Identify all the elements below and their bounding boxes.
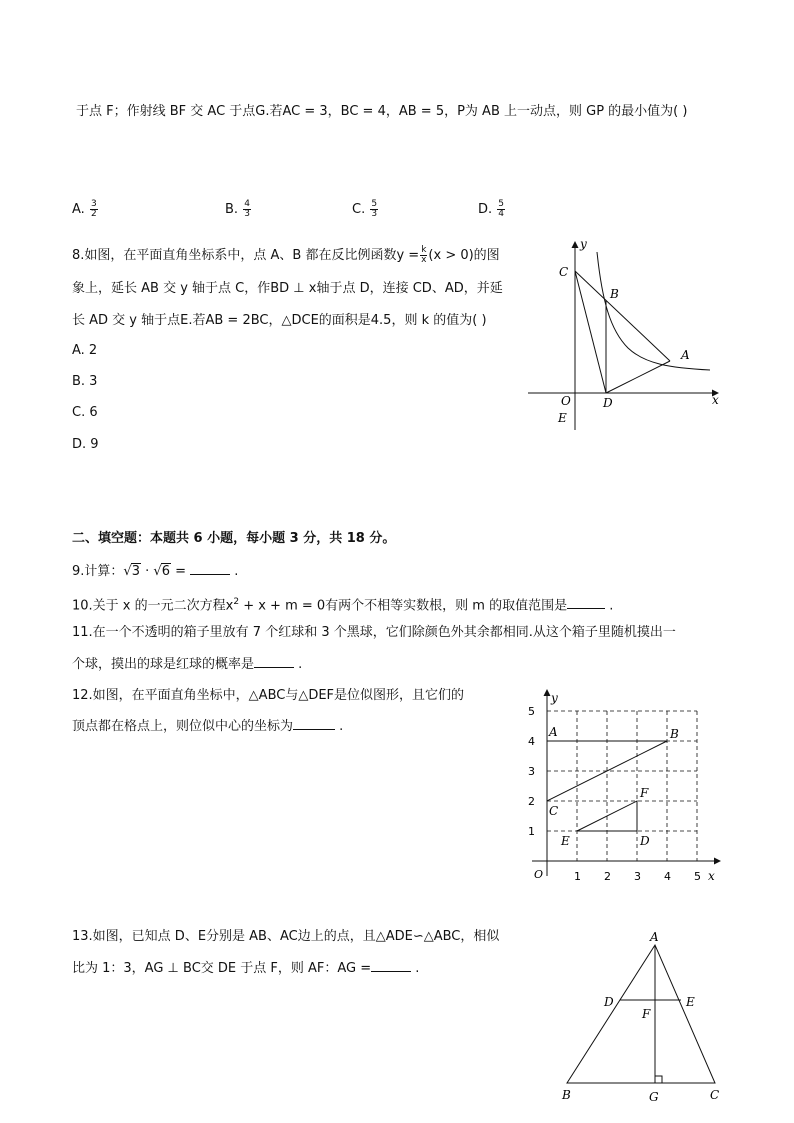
q8-line-da	[606, 361, 670, 393]
q8-line1: 8.如图，在平面直角坐标系中，点 A、B 都在反比例函数y = $\frac{k}{x}$ (x > 0)的图	[72, 245, 500, 265]
q12-label-o: O	[534, 868, 544, 881]
q8-option-a[interactable]: A. 2	[72, 343, 98, 358]
q8-line-cd	[575, 271, 606, 393]
q13-label-b: B	[562, 1088, 571, 1102]
q11-answer-blank[interactable]	[254, 667, 294, 668]
q7-option-b-fraction: $\frac{4}{3}$	[244, 199, 250, 219]
q8-label-y: y	[580, 237, 587, 251]
q9-text: 9.计算：√3 · √6 = .	[72, 564, 239, 579]
q13-answer-blank[interactable]	[371, 971, 411, 972]
q8-label-o: O	[561, 394, 571, 408]
q7-option-b[interactable]: B. $\frac{4}{3}$	[225, 199, 250, 219]
q12-x-tick: 2	[604, 870, 611, 883]
q7-option-a-fraction: $\frac{3}{2}$	[90, 199, 97, 219]
q13-right-angle-mark	[655, 1076, 662, 1083]
q7-option-d[interactable]: D. $\frac{5}{4}$	[478, 199, 505, 219]
q12-x-tick: 1	[574, 870, 581, 883]
q12-label-b: B	[670, 727, 679, 741]
q12-y-tick: 4	[528, 735, 535, 748]
q12-x-tick: 4	[664, 870, 671, 883]
q12-line2: 顶点都在格点上，则位似中心的坐标为 .	[72, 719, 344, 734]
q8-line2: 象上，延长 AB 交 y 轴于点 C，作BD ⊥ x轴于点 D，连接 CD、AD，并延	[72, 281, 503, 296]
q8-option-c[interactable]: C. 6	[72, 405, 98, 420]
q8-line3: 长 AD 交 y 轴于点E.若AB = 2BC，△DCE的面积是4.5，则 k 的值为( )	[72, 313, 487, 328]
q12-label-x: x	[708, 869, 715, 883]
q13-label-e: E	[686, 995, 695, 1009]
q8-option-d[interactable]: D. 9	[72, 437, 99, 452]
q7-option-d-fraction: $\frac{5}{4}$	[498, 199, 505, 219]
q12-y-tick: 3	[528, 765, 535, 778]
q8-label-x: x	[712, 393, 719, 407]
q8-option-b[interactable]: B. 3	[72, 374, 98, 389]
q8-label-c: C	[559, 265, 569, 279]
q8-label-b: B	[610, 287, 619, 301]
q13-label-c: C	[710, 1088, 720, 1102]
q13-label-d: D	[604, 995, 614, 1009]
q13-triangle-abc	[567, 945, 715, 1083]
q12-label-f: F	[640, 786, 649, 800]
q8-line-ca	[575, 271, 670, 361]
section2-heading: 二、填空题：本题共 6 小题，每小题 3 分，共 18 分。	[72, 531, 396, 546]
q12-label-y: y	[551, 691, 558, 705]
q13-label-g: G	[649, 1090, 659, 1104]
q10-text: 10.关于 x 的一元二次方程$x^2 + x + m = 0$有两个不相等实数根，则 m 的取值范围是 .	[72, 597, 614, 614]
q7-option-c-fraction: $\frac{5}{3}$	[371, 199, 378, 219]
q12-label-a: A	[549, 725, 558, 739]
q8-label-d: D	[603, 396, 613, 410]
q12-line1: 12.如图，在平面直角坐标中，△ABC与△DEF是位似图形，且它们的	[72, 688, 465, 703]
q7-text: 于点 F；作射线 BF 交 AC 于点G.若AC = 3，BC = 4，AB = 5，P为 AB 上一动点，则 GP 的最小值为( )	[76, 104, 688, 119]
q12-label-e: E	[561, 834, 570, 848]
q12-answer-blank[interactable]	[293, 729, 335, 730]
q8-label-e: E	[558, 411, 567, 425]
q13-figure	[552, 926, 732, 1106]
q12-y-tick: 2	[528, 795, 535, 808]
q12-x-tick: 5	[694, 870, 701, 883]
q8-label-a: A	[681, 348, 690, 362]
q8-figure	[520, 230, 730, 435]
q11-line1: 11.在一个不透明的箱子里放有 7 个红球和 3 个黑球，它们除颜色外其余都相同.从这个箱子里随机摸出一	[72, 625, 676, 640]
q9-answer-blank[interactable]	[190, 574, 230, 575]
q12-label-d: D	[640, 834, 650, 848]
q13-label-a: A	[650, 930, 659, 944]
q12-x-tick: 3	[634, 870, 641, 883]
q10-answer-blank[interactable]	[567, 608, 605, 609]
q12-y-tick: 1	[528, 825, 535, 838]
q8-fraction: $\frac{k}{x}$	[421, 245, 427, 265]
q12-label-c: C	[549, 804, 559, 818]
q13-line2: 比为 1：3，AG ⊥ BC交 DE 于点 F，则 AF：AG = .	[72, 961, 420, 976]
q11-line2: 个球，摸出的球是红球的概率是 .	[72, 657, 303, 672]
q7-option-a[interactable]: A. $\frac{3}{2}$	[72, 199, 97, 219]
q12-figure	[520, 684, 730, 884]
q8-hyperbola	[597, 252, 710, 370]
q13-line1: 13.如图，已知点 D、E分别是 AB、AC边上的点，且△ADE∽△ABC，相似	[72, 929, 500, 944]
q7-option-c[interactable]: C. $\frac{5}{3}$	[352, 199, 378, 219]
q13-label-f: F	[642, 1007, 651, 1021]
q12-y-tick: 5	[528, 705, 535, 718]
